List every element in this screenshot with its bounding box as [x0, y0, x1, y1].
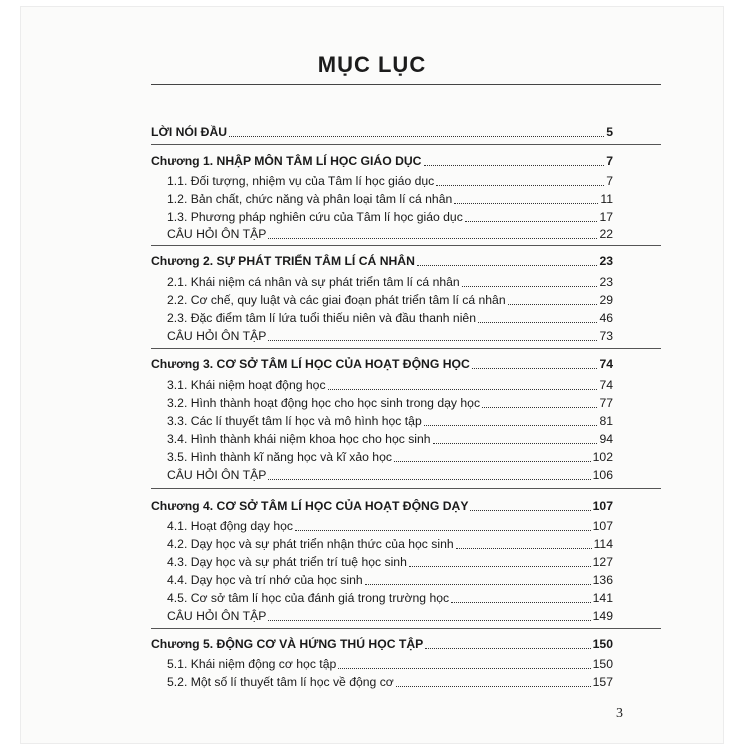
- toc-entry-label: 3.2. Hình thành hoạt động học cho học sinh trong dạy học: [167, 396, 481, 410]
- toc-item[interactable]: [167, 411, 613, 429]
- dot-leader: [425, 648, 590, 649]
- toc-item[interactable]: [167, 224, 613, 242]
- toc-entry-label: 2.1. Khái niệm cá nhân và sự phát triển tâm lí cá nhân: [167, 275, 460, 289]
- toc-item[interactable]: [167, 672, 613, 690]
- dot-leader: [508, 304, 598, 305]
- toc-entry-label: 1.1. Đối tượng, nhiệm vụ của Tâm lí học giáo dục: [167, 174, 435, 188]
- section-divider: [151, 144, 661, 145]
- toc-entry-page: 149: [592, 609, 613, 623]
- toc-entry-page: 136: [592, 573, 613, 587]
- dot-leader: [478, 322, 597, 323]
- dot-leader: [462, 286, 598, 287]
- toc-entry-page: 7: [606, 174, 613, 188]
- toc-entry-page: 150: [592, 657, 613, 671]
- toc-entry-page: 23: [599, 275, 613, 289]
- toc-entry-page: 74: [599, 357, 613, 371]
- toc-entry-label: 4.5. Cơ sở tâm lí học của đánh giá trong trường học: [167, 591, 450, 605]
- title-rule: [151, 84, 661, 85]
- toc-entry-page: 74: [599, 378, 613, 392]
- dot-leader: [268, 238, 597, 239]
- toc-item[interactable]: [167, 654, 613, 672]
- toc-entry-label: 3.5. Hình thành kĩ năng học và kĩ xảo học: [167, 450, 392, 464]
- dot-leader: [396, 686, 591, 687]
- dot-leader: [424, 425, 598, 426]
- toc-entry-label: 2.2. Cơ chế, quy luật và các giai đoạn phát triển tâm lí cá nhân: [167, 293, 506, 307]
- toc-entry-page: 150: [592, 637, 613, 651]
- toc-chapter-4[interactable]: [151, 496, 613, 514]
- toc-entry-label: 5.1. Khái niệm động cơ học tập: [167, 657, 337, 671]
- toc-entry-page: 106: [592, 468, 613, 482]
- toc-entry-page: 141: [592, 591, 613, 605]
- toc-item[interactable]: [167, 570, 613, 588]
- dot-leader: [268, 620, 590, 621]
- toc-item[interactable]: [167, 552, 613, 570]
- toc-entry-label: Chương 1. NHẬP MÔN TÂM LÍ HỌC GIÁO DỤC: [151, 154, 422, 168]
- toc-entry-label: 4.2. Dạy học và sự phát triển nhận thức của học sinh: [167, 537, 454, 551]
- toc-entry-page: 77: [599, 396, 613, 410]
- toc-entry-label: 1.2. Bản chất, chức năng và phân loại tâm lí cá nhân: [167, 192, 453, 206]
- toc-entry-label: Chương 2. SỰ PHÁT TRIỂN TÂM LÍ CÁ NHÂN: [151, 254, 415, 268]
- toc-chapter-2[interactable]: [151, 251, 613, 269]
- toc-entry-page: 127: [592, 555, 613, 569]
- page-number: 3: [616, 706, 623, 721]
- toc-chapter-1[interactable]: [151, 151, 613, 169]
- dot-leader: [295, 530, 591, 531]
- toc-entry-page: 5: [606, 125, 613, 139]
- toc-item[interactable]: [167, 588, 613, 606]
- toc-entry-page: 107: [592, 499, 613, 513]
- toc-entry-page: 22: [599, 227, 613, 241]
- toc-entry-label: CÂU HỎI ÔN TẬP: [167, 227, 267, 241]
- toc-entry-label: LỜI NÓI ĐẦU: [151, 125, 228, 139]
- toc-entry-label: Chương 4. CƠ SỞ TÂM LÍ HỌC CỦA HOẠT ĐỘNG DẠY: [151, 499, 469, 513]
- toc-entry-label: 3.4. Hình thành khái niệm khoa học cho học sinh: [167, 432, 431, 446]
- toc-item[interactable]: [167, 375, 613, 393]
- toc-entry-page: 46: [599, 311, 613, 325]
- toc-entry-page: 7: [606, 154, 613, 168]
- toc-item[interactable]: [167, 429, 613, 447]
- dot-leader: [268, 479, 590, 480]
- dot-leader: [338, 668, 590, 669]
- dot-leader: [328, 389, 598, 390]
- toc-entry-label: CÂU HỎI ÔN TẬP: [167, 468, 267, 482]
- dot-leader: [470, 510, 590, 511]
- toc-item[interactable]: [167, 308, 613, 326]
- toc-chapter-3[interactable]: [151, 354, 613, 372]
- dot-leader: [409, 566, 591, 567]
- dot-leader: [433, 443, 598, 444]
- toc-entry-page: 29: [599, 293, 613, 307]
- dot-leader: [394, 461, 591, 462]
- toc-entry-page: 81: [599, 414, 613, 428]
- toc-item[interactable]: [167, 290, 613, 308]
- toc-entry-page: 23: [599, 254, 613, 268]
- toc-entry-page: 73: [599, 329, 613, 343]
- dot-leader: [424, 165, 605, 166]
- toc-item[interactable]: [167, 393, 613, 411]
- dot-leader: [454, 203, 598, 204]
- section-divider: [151, 488, 661, 489]
- book-page: [20, 6, 724, 744]
- dot-leader: [268, 340, 597, 341]
- toc-entry-label: Chương 3. CƠ SỞ TÂM LÍ HỌC CỦA HOẠT ĐỘNG HỌC: [151, 357, 470, 371]
- toc-item[interactable]: [167, 465, 613, 483]
- toc-entry-page: 157: [592, 675, 613, 689]
- toc-item[interactable]: [167, 606, 613, 624]
- toc-entry-label: 5.2. Một số lí thuyết tâm lí học về động cơ: [167, 675, 394, 689]
- toc-entry-label: 1.3. Phương pháp nghiên cứu của Tâm lí học giáo dục: [167, 210, 463, 224]
- section-divider: [151, 628, 661, 629]
- dot-leader: [472, 368, 598, 369]
- toc-entry-label: 4.1. Hoạt động dạy học: [167, 519, 294, 533]
- toc-entry-page: 17: [599, 210, 613, 224]
- dot-leader: [417, 265, 598, 266]
- toc-entry-page: 11: [600, 192, 613, 206]
- section-divider: [151, 245, 661, 246]
- dot-leader: [456, 548, 592, 549]
- toc-entry-label: 3.1. Khái niệm hoạt động học: [167, 378, 326, 392]
- toc-entry-page: 102: [592, 450, 613, 464]
- toc-entry-label: 4.4. Dạy học và trí nhớ của học sinh: [167, 573, 363, 587]
- page-title: MỤC LỤC: [317, 52, 427, 77]
- toc-item[interactable]: [167, 326, 613, 344]
- dot-leader: [229, 136, 604, 137]
- toc-item[interactable]: [167, 272, 613, 290]
- dot-leader: [436, 185, 604, 186]
- toc-preface[interactable]: [151, 122, 613, 140]
- toc-item[interactable]: [167, 534, 613, 552]
- toc-item[interactable]: [167, 447, 613, 465]
- toc-chapter-5[interactable]: [151, 634, 613, 652]
- dot-leader: [482, 407, 597, 408]
- section-divider: [151, 348, 661, 349]
- toc-item[interactable]: [167, 516, 613, 534]
- toc-entry-page: 107: [592, 519, 613, 533]
- toc-entry-label: 3.3. Các lí thuyết tâm lí học và mô hình học tập: [167, 414, 422, 428]
- dot-leader: [451, 602, 591, 603]
- toc-entry-label: 2.3. Đặc điểm tâm lí lứa tuổi thiếu niên và đầu thanh niên: [167, 311, 476, 325]
- toc-item[interactable]: [167, 171, 613, 189]
- toc-entry-label: 4.3. Dạy học và sự phát triển trí tuệ học sinh: [167, 555, 407, 569]
- dot-leader: [365, 584, 591, 585]
- dot-leader: [465, 221, 598, 222]
- toc-entry-label: CÂU HỎI ÔN TẬP: [167, 609, 267, 623]
- toc-entry-label: CÂU HỎI ÔN TẬP: [167, 329, 267, 343]
- toc-item[interactable]: [167, 207, 613, 225]
- toc-entry-page: 114: [593, 537, 613, 551]
- toc-entry-label: Chương 5. ĐỘNG CƠ VÀ HỨNG THÚ HỌC TẬP: [151, 637, 424, 651]
- toc-entry-page: 94: [599, 432, 613, 446]
- toc-item[interactable]: [167, 189, 613, 207]
